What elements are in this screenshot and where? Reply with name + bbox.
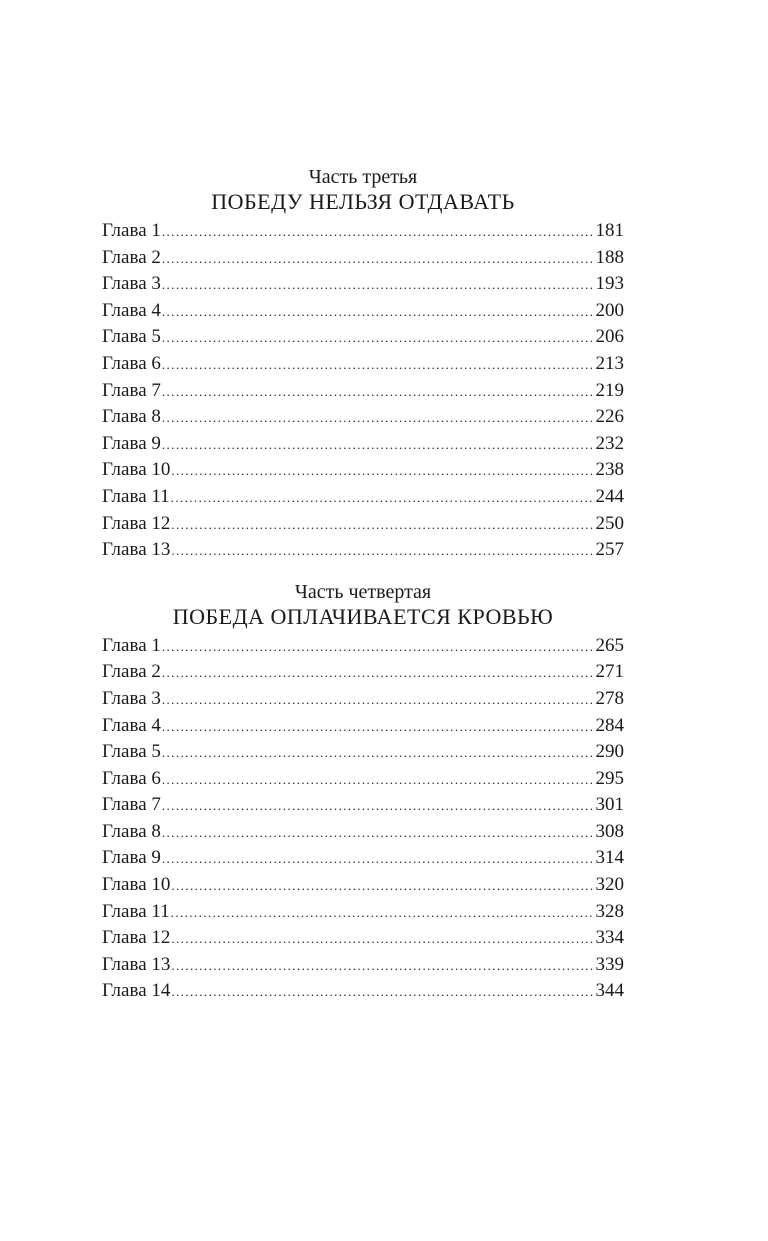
part-label: Часть третья <box>308 166 418 188</box>
dot-leader <box>171 873 594 900</box>
dot-leader <box>162 352 595 379</box>
toc-entry <box>102 537 624 564</box>
page-number: 284 <box>595 714 624 736</box>
toc-entry <box>102 978 624 1005</box>
page-number: 271 <box>595 661 624 683</box>
dot-leader <box>171 953 594 980</box>
page-number: 244 <box>595 485 624 507</box>
dot-leader <box>162 246 595 273</box>
toc-entry <box>102 925 624 952</box>
toc-entry <box>102 457 624 484</box>
toc-entry <box>102 431 624 458</box>
chapter-name: Глава 5 <box>102 326 161 348</box>
toc-entry <box>102 271 624 298</box>
chapter-list <box>102 218 624 564</box>
chapter-name: Глава 12 <box>102 927 171 949</box>
part-four-section <box>102 580 624 1005</box>
toc-entry <box>102 511 624 538</box>
dot-leader <box>162 325 595 352</box>
page-number: 200 <box>595 299 624 321</box>
toc-entry <box>102 739 624 766</box>
chapter-name: Глава 1 <box>102 634 161 656</box>
chapter-name: Глава 7 <box>102 794 161 816</box>
dot-leader <box>162 379 595 406</box>
dot-leader <box>162 767 595 794</box>
toc-entry <box>102 484 624 511</box>
chapter-name: Глава 11 <box>102 485 170 507</box>
toc-entry <box>102 245 624 272</box>
chapter-name: Глава 11 <box>102 900 170 922</box>
part-title: ПОБЕДУ НЕЛЬЗЯ ОТДАВАТЬ <box>211 189 515 214</box>
toc-entry <box>102 633 624 660</box>
chapter-name: Глава 1 <box>102 220 161 241</box>
chapter-name: Глава 9 <box>102 432 161 454</box>
page-number: 265 <box>595 634 624 656</box>
toc-entry <box>102 218 624 245</box>
dot-leader <box>171 926 594 953</box>
dot-leader <box>162 660 595 687</box>
page-number: 193 <box>595 273 624 295</box>
page-number: 181 <box>595 220 624 241</box>
chapter-name: Глава 3 <box>102 687 161 709</box>
chapter-name: Глава 3 <box>102 273 161 295</box>
part-three-section <box>102 165 624 564</box>
dot-leader <box>162 299 595 326</box>
chapter-name: Глава 5 <box>102 741 161 763</box>
page-number: 314 <box>595 847 624 869</box>
dot-leader <box>162 687 595 714</box>
chapter-name: Глава 9 <box>102 847 161 869</box>
toc-entry <box>102 766 624 793</box>
page-number: 188 <box>595 246 624 268</box>
page-number: 226 <box>595 406 624 428</box>
page-number: 344 <box>595 980 624 1002</box>
page-number: 328 <box>595 900 624 922</box>
toc-entry <box>102 659 624 686</box>
page-number: 232 <box>595 432 624 454</box>
chapter-name: Глава 13 <box>102 539 171 561</box>
dot-leader <box>162 272 595 299</box>
page-number: 290 <box>595 741 624 763</box>
toc-entry <box>102 378 624 405</box>
toc-entry <box>102 351 624 378</box>
dot-leader <box>162 846 595 873</box>
part-title: ПОБЕДА ОПЛАЧИВАЕТСЯ КРОВЬЮ <box>172 603 554 629</box>
toc-entry <box>102 713 624 740</box>
dot-leader <box>171 512 594 539</box>
dot-leader <box>171 485 595 512</box>
chapter-name: Глава 6 <box>102 767 161 789</box>
page-number: 213 <box>595 352 624 374</box>
dot-leader <box>162 405 595 432</box>
chapter-name: Глава 4 <box>102 714 161 736</box>
page-number: 219 <box>595 379 624 401</box>
chapter-name: Глава 2 <box>102 661 161 683</box>
dot-leader <box>162 793 595 820</box>
toc-entry <box>102 872 624 899</box>
toc-entry <box>102 792 624 819</box>
table-of-contents <box>102 165 624 1005</box>
page-number: 250 <box>595 512 624 534</box>
chapter-name: Глава 14 <box>102 980 171 1002</box>
chapter-name: Глава 13 <box>102 953 171 975</box>
dot-leader <box>171 458 594 485</box>
dot-leader <box>162 219 595 246</box>
chapter-name: Глава 10 <box>102 459 171 481</box>
chapter-name: Глава 8 <box>102 820 161 842</box>
toc-entry <box>102 845 624 872</box>
chapter-name: Глава 4 <box>102 299 161 321</box>
toc-entry <box>102 952 624 979</box>
toc-entry <box>102 298 624 325</box>
page-number: 295 <box>595 767 624 789</box>
page-number: 301 <box>595 794 624 816</box>
chapter-name: Глава 10 <box>102 874 171 896</box>
dot-leader <box>162 820 595 847</box>
toc-entry <box>102 899 624 926</box>
page-number: 257 <box>595 539 624 561</box>
chapter-name: Глава 7 <box>102 379 161 401</box>
dot-leader <box>171 900 595 927</box>
chapter-name: Глава 6 <box>102 352 161 374</box>
chapter-list <box>102 633 624 1005</box>
dot-leader <box>162 634 595 661</box>
toc-entry <box>102 686 624 713</box>
page-number: 206 <box>595 326 624 348</box>
toc-entry <box>102 819 624 846</box>
chapter-name: Глава 8 <box>102 406 161 428</box>
page-number: 320 <box>595 874 624 896</box>
dot-leader <box>162 740 595 767</box>
toc-entry <box>102 404 624 431</box>
chapter-name: Глава 2 <box>102 246 161 268</box>
part-label: Часть четвертая <box>294 580 432 603</box>
page-number: 308 <box>595 820 624 842</box>
dot-leader <box>171 979 594 1006</box>
dot-leader <box>162 432 595 459</box>
dot-leader <box>171 538 594 565</box>
page-number: 334 <box>595 927 624 949</box>
page-number: 339 <box>595 953 624 975</box>
page-number: 238 <box>595 459 624 481</box>
dot-leader <box>162 714 595 741</box>
page-number: 278 <box>595 687 624 709</box>
toc-entry <box>102 324 624 351</box>
chapter-name: Глава 12 <box>102 512 171 534</box>
